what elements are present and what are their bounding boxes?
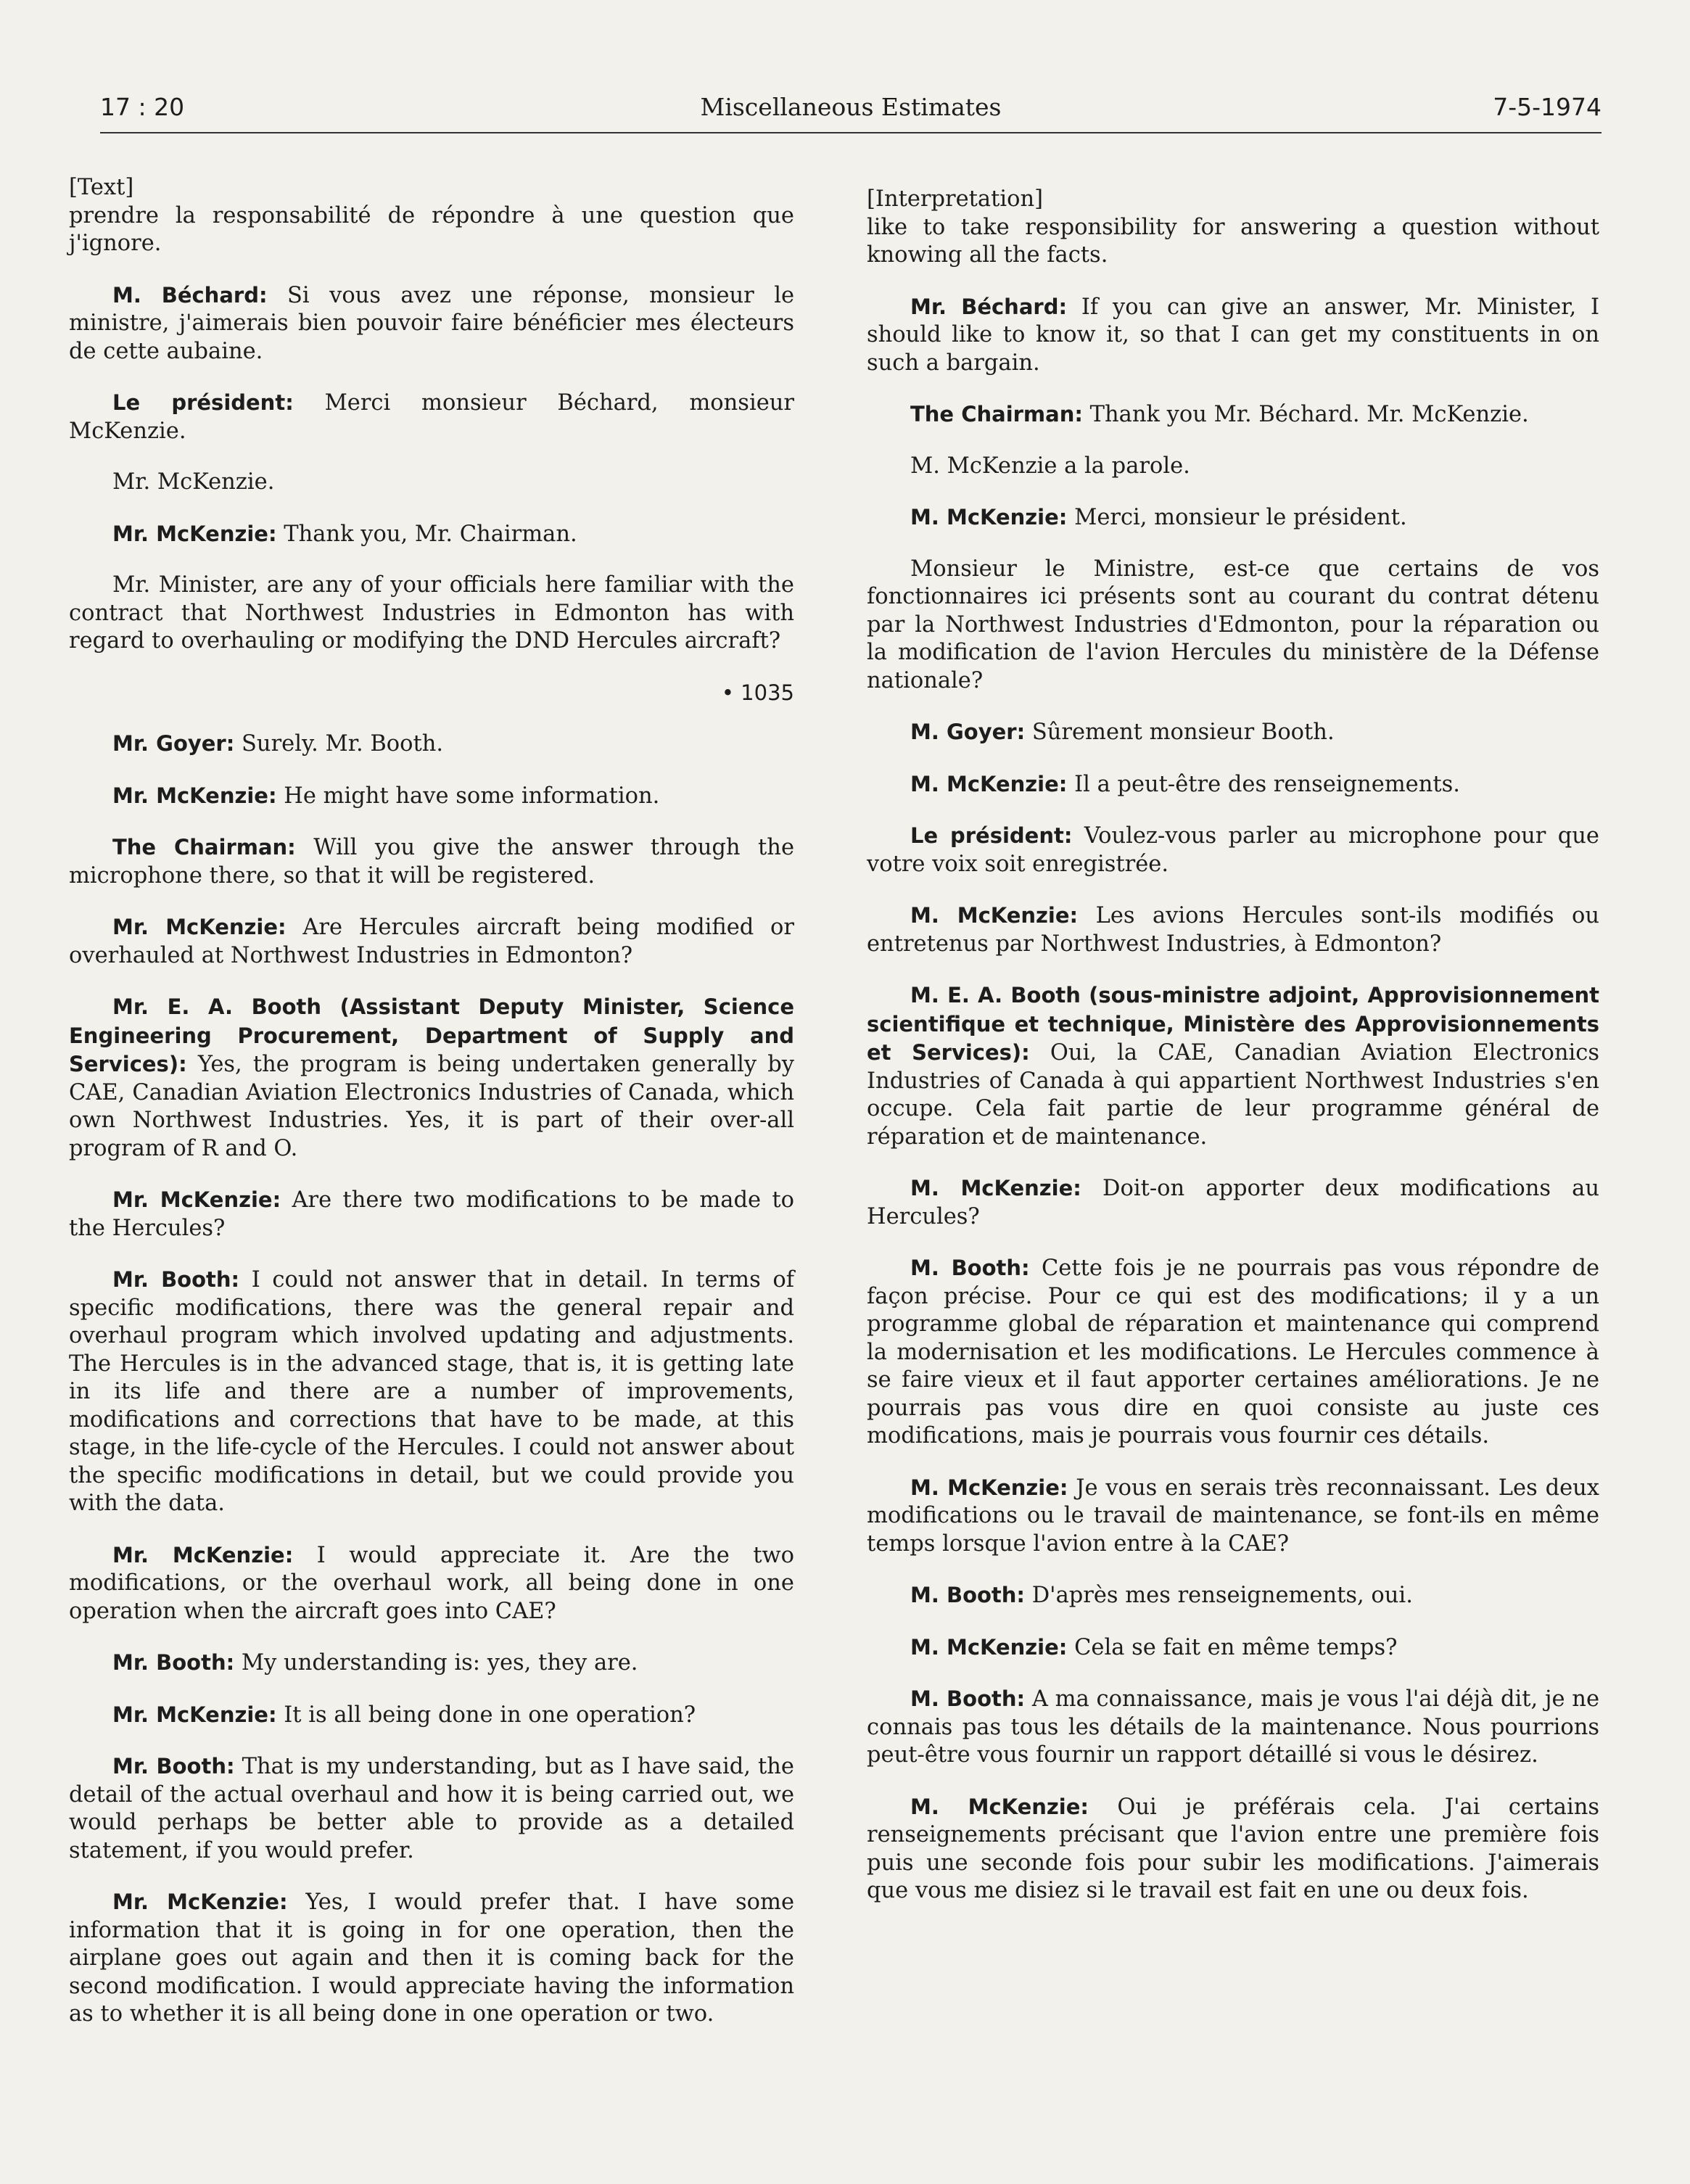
speaker-name: Mr. E. A. Booth (Assistant Deputy Minister, Science Engineering Procurement, Department of Supply and Services): [69,994,794,1076]
speaker-name: M. Booth: [910,1583,1026,1607]
paragraph [867,293,1599,378]
speaker-name: Mr. McKenzie: [112,1702,277,1727]
paragraph [867,1633,1599,1662]
speaker-name: M. Béchard: [112,282,268,308]
paragraph [69,993,794,1163]
paragraph-text: Are Hercules aircraft being modified or overhauled at Northwest Industries in Edmonton? [69,915,794,968]
paragraph-text: Merci monsieur Béchard, monsieur McKenzie. [69,390,794,444]
speaker-name: M. McKenzie: [910,903,1079,928]
speaker-name: Mr. McKenzie: [112,1890,288,1914]
paragraph [69,782,794,811]
paragraph-text: Voulez-vous parler au microphone pour que votre voix soit enregistrée. [867,823,1599,877]
paragraph [867,902,1599,958]
speaker-name: Mr. McKenzie: [112,1542,294,1567]
speaker-name: Le président: [112,390,294,415]
paragraph-text: It is all being done in one operation? [276,1702,696,1728]
paragraph [867,718,1599,747]
speaker-name: M. McKenzie: [910,505,1068,529]
paragraph [867,1254,1599,1451]
page-date: 7-5-1974 [1493,93,1602,121]
paragraph [69,1541,794,1626]
paragraph [867,1474,1599,1559]
page-header [100,87,1602,133]
speaker-name: Mr. McKenzie: [112,915,287,939]
speaker-name: Mr. McKenzie: [112,783,277,808]
paragraph [867,214,1599,270]
paragraph-text: Doit-on apporter deux modifications au Hercules? [867,1176,1599,1229]
left-column [69,174,794,2052]
speaker-name: Mr. Béchard: [910,294,1068,319]
paragraph [69,520,794,549]
paragraph-text: Oui je préférais cela. J'ai certains renseignements précisant que l'avion entre une première fois puis une seconde fois pour subir les modifications. J'aimerais que vous me disiez si le travail est fait en une ou deux fois. [867,1794,1599,1903]
paragraph-text: Are there two modifications to be made to the Hercules? [69,1187,794,1241]
page-title: Miscellaneous Estimates [700,93,1002,121]
paragraph-text: Si vous avez une réponse, monsieur le ministre, j'aimerais bien pouvoir faire bénéficier mes électeurs de cette aubaine. [69,282,794,364]
paragraph [69,833,794,890]
paragraph-text: Yes, the program is being undertaken generally by CAE, Canadian Aviation Electronics Industries of Canada, which own Northwest Industries. Yes, it is part of their over-all program of R and O. [69,1052,794,1161]
paragraph-text: My understanding is: yes, they are. [234,1650,638,1676]
right-column [867,174,1599,1929]
paragraph [867,1174,1599,1231]
paragraph [69,1752,794,1865]
speaker-name: M. Goyer: [910,720,1026,744]
paragraph-text: Yes, I would prefer that. I have some information that it is going in for one operation, then the airplane goes out again and then it is coming back for the second modification. I would appreciate having the information as to whether it is all being done in one operation or two. [69,1890,794,2027]
speaker-name: M. Booth: [910,1256,1030,1280]
paragraph [867,770,1599,799]
paragraph-text: like to take responsibility for answering a question without knowing all the facts. [867,214,1599,268]
paragraph-text: D'après mes renseignements, oui. [1025,1583,1413,1608]
paragraph [69,572,794,656]
paragraph-text: I would appreciate it. Are the two modifications, or the overhaul work, all being done in one operation when the aircraft goes into CAE? [69,1542,794,1624]
paragraph [867,453,1599,481]
paragraph [69,1888,794,2029]
paragraph [69,281,794,366]
speaker-name: Mr. Booth: [112,1267,240,1292]
paragraph [867,503,1599,532]
paragraph-text: Mr. Minister, are any of your officials here familiar with the contract that Northwest Industries in Edmonton has with regard to overhauling or modifying the DND Hercules aircraft? [69,572,794,654]
paragraph-text: Will you give the answer through the microphone there, so that it will be registered. [69,835,794,889]
paragraph [69,469,794,497]
paragraph-text: Mr. McKenzie. [112,469,275,495]
speaker-name: The Chairman: [910,402,1083,427]
speaker-name: M. McKenzie: [910,1475,1068,1500]
paragraph-text: Oui, la CAE, Canadian Aviation Electronics Industries of Canada à qui appartient Northwest Industries s'en occupe. Cela fait partie de leur programme général de réparation et de maintenance. [867,1040,1599,1150]
paragraph-text: M. McKenzie a la parole. [910,453,1190,479]
paragraph-text: If you can give an answer, Mr. Minister, I should like to know it, so that I can get my constituents in on such a bargain. [867,294,1599,376]
paragraph [69,730,794,759]
speaker-name: The Chairman: [112,835,296,860]
paragraph [69,1266,794,1518]
paragraph-text: That is my understanding, but as I have said, the detail of the actual overhaul and how it is being carried out, we would perhaps be better able to provide as a detailed statement, if you would prefer. [69,1754,794,1863]
paragraph-text: Cette fois je ne pourrais pas vous répondre de façon précise. Pour ce qui est des modifications; il y a un programme global de réparation et maintenance qui comprend la modernisation et les modifications. Le Hercules commence à se faire vieux et il faut apporter certaines améliorations. Je ne pourrais pas vous dire en quoi consiste au juste ces modifications, mais je pourrais vous fournir ces détails. [867,1256,1599,1449]
paragraph [69,1186,794,1243]
paragraph [69,1701,794,1730]
speaker-name: M. McKenzie: [910,1794,1089,1819]
speaker-name: Mr. McKenzie: [112,1187,281,1212]
speaker-name: Mr. McKenzie: [112,521,277,546]
paragraph-text: He might have some information. [276,783,660,809]
paragraph [867,400,1599,429]
speaker-name: Mr. Goyer: [112,731,235,756]
paragraph [867,981,1599,1151]
speaker-name: Le président: [910,823,1073,848]
paragraph-text: Thank you, Mr. Chairman. [276,521,577,547]
paragraph-text: Thank you Mr. Béchard. Mr. McKenzie. [1082,402,1529,427]
paragraph [69,202,794,258]
paragraph [69,913,794,970]
speaker-name: M. Booth: [910,1686,1026,1711]
section-tag: [Text] [69,175,134,200]
paragraph-text: Merci, monsieur le président. [1067,505,1407,530]
speaker-name: M. McKenzie: [910,1634,1068,1660]
paragraph [867,822,1599,878]
speaker-name: Mr. Booth: [112,1754,235,1779]
paragraph-text: Surely. Mr. Booth. [234,731,444,757]
paragraph [867,1793,1599,1905]
speaker-name: M. McKenzie: [910,1176,1081,1200]
paragraph-text: prendre la responsabilité de répondre à une question que j'ignore. [69,202,794,256]
speaker-name: M. McKenzie: [910,771,1068,796]
paragraph-text: Sûrement monsieur Booth. [1025,720,1335,745]
paragraph-text: Je vous en serais très reconnaissant. Les deux modifications ou le travail de maintenance, se font-ils en même temps lorsque l'avion entre à la CAE? [867,1475,1599,1557]
paragraph-text: Monsieur le Ministre, est-ce que certains de vos fonctionnaires ici présents sont au courant du contrat détenu par la Northwest Industries d'Edmonton, pour la réparation ou la modification de l'avion Hercules du ministère de la Défense nationale? [867,556,1599,693]
paragraph [867,556,1599,696]
page-number: 17 : 20 [100,93,185,121]
paragraph-text: Il a peut-être des renseignements. [1067,771,1460,797]
paragraph [69,1649,794,1678]
paragraph [867,1685,1599,1770]
time-marker: • 1035 [721,680,794,705]
paragraph-text: Cela se fait en même temps? [1067,1634,1398,1660]
section-tag: [Interpretation] [867,186,1043,212]
paragraph-text: I could not answer that in detail. In terms of specific modifications, there was the general repair and overhaul program which involved updating and adjustments. The Hercules is in the advanced stage, that is, it is getting late in its life and there are a number of improvements, modifications and corrections that have to be made, at this stage, in the life-cycle of the Hercules. I could not answer about the specific modifications in detail, but we could provide you with the data. [69,1267,794,1516]
paragraph [867,1581,1599,1610]
paragraph-text: A ma connaissance, mais je vous l'ai déjà dit, je ne connais pas tous les détails de la maintenance. Nous pourrions peut-être vous fournir un rapport détaillé si vous le désirez. [867,1686,1599,1768]
paragraph-text: Les avions Hercules sont-ils modifiés ou entretenus par Northwest Industries, à Edmonton? [867,903,1599,957]
paragraph [69,389,794,445]
speaker-name: M. E. A. Booth (sous-ministre adjoint, Approvisionnement scientifique et technique, Ministère des Approvisionnements et Services): [867,983,1599,1065]
speaker-name: Mr. Booth: [112,1650,235,1675]
